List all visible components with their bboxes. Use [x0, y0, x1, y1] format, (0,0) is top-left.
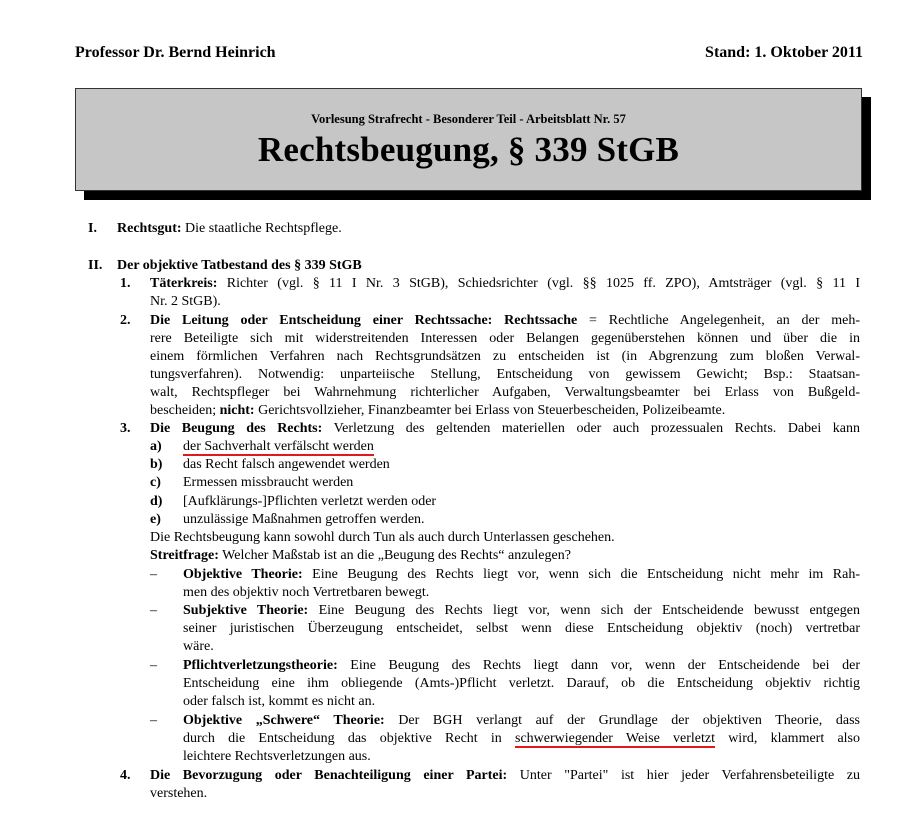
subitem-letter: a)	[150, 439, 162, 454]
item-1-line-1	[150, 275, 860, 293]
section-1-body: Die staatliche Rechtspflege.	[181, 221, 342, 236]
item-2-line-1	[150, 312, 860, 330]
subitem-letter: b)	[150, 457, 163, 472]
subitem-text: [Aufklärungs-]Pflichten verletzt werden oder	[183, 494, 437, 509]
dash-bullet: –	[150, 567, 157, 582]
section-2-number: II.	[88, 258, 103, 273]
theory-3-line-2: Entscheidung eine ihm obliegende (Amts-)Pflicht verletzt. Darauf, ob die Entscheidung objektiv richtig	[183, 676, 860, 691]
title-box	[75, 88, 862, 191]
item-3-number: 3.	[120, 421, 131, 436]
item-3-label: Die Beugung des Rechts:	[150, 421, 323, 436]
streitfrage	[150, 547, 571, 565]
item-1-label: Täterkreis:	[150, 276, 218, 291]
item-2-line-6-pre: bescheiden;	[150, 403, 220, 418]
item-2-line-1-text: = Rechtliche Angelegenheit, an der meh-	[577, 313, 860, 328]
document-date: Stand: 1. Oktober 2011	[705, 44, 863, 61]
dash-bullet: –	[150, 658, 157, 673]
subitem-letter: c)	[150, 475, 161, 490]
section-1-text	[117, 220, 342, 238]
item-4-line-2: verstehen.	[150, 786, 208, 801]
item-1-line-2: Nr. 2 StGB).	[150, 294, 221, 309]
subitem-a-underlined: der Sachverhalt verfälscht werden	[183, 439, 374, 454]
section-1-label: Rechtsgut:	[117, 221, 182, 236]
dash-bullet: –	[150, 603, 157, 618]
item-4-line-1	[150, 767, 860, 785]
theory-2-line-2: seiner juristischen Überzeugung entscheidet, selbst wenn diese Entscheidung objektiv (noch) vertretbar	[183, 621, 860, 636]
subitem-text: Ermessen missbraucht werden	[183, 475, 354, 490]
item-2-line-6	[150, 402, 725, 420]
item-3-line-1-text: Verletzung des geltenden materiellen oder auch prozessualen Rechts. Dabei kann	[322, 421, 860, 436]
theory-4-line-2	[183, 730, 860, 748]
author-name: Professor Dr. Bernd Heinrich	[75, 44, 276, 61]
theory-3-line-1	[183, 657, 860, 675]
subitem-text: unzulässige Maßnahmen getroffen werden.	[183, 512, 425, 527]
item-1-number: 1.	[120, 276, 131, 291]
item-2-line-3: einem förmlichen Verfahren nach Rechtsgrundsätzen zu entscheiden ist (in Abgrenzung zum bloßen Verwal-	[150, 349, 860, 364]
item-2-line-4: tungsverfahren). Notwendig: unparteiische Stellung, Entscheidung von gewissem Gewicht; Bsp.: Staatsan-	[150, 367, 860, 382]
theory-3-line-1-text: Eine Beugung des Rechts liegt dann vor, wenn der Entscheidende bei der	[337, 658, 860, 673]
theory-4-line-2-pre: durch die Entscheidung das objektive Recht in	[183, 731, 516, 746]
item-4-number: 4.	[120, 768, 131, 783]
streitfrage-text: Welcher Maßstab ist an die „Beugung des Rechts“ anzulegen?	[218, 548, 571, 563]
theory-2-line-3: wäre.	[183, 639, 214, 654]
dash-bullet: –	[150, 713, 157, 728]
subitem-letter: e)	[150, 512, 161, 527]
subitem-letter: d)	[150, 494, 163, 509]
theory-2-line-1-text: Eine Beugung des Rechts liegt vor, wenn sich der Entscheidende bewusst entgegen	[308, 603, 860, 618]
item-4-line-1-text: Unter "Partei" ist hier jeder Verfahrensbeteiligte zu	[507, 768, 860, 783]
theory-1-line-1	[183, 566, 860, 584]
item-2-number: 2.	[120, 313, 131, 328]
item-3-line-1	[150, 420, 860, 438]
theory-3-line-3: oder falsch ist, kommt es nicht an.	[183, 694, 376, 709]
item-1-line-1-text: Richter (vgl. § 11 I Nr. 3 StGB), Schiedsrichter (vgl. §§ 1025 ff. ZPO), Amtsträger (vgl. § 11 I	[217, 276, 860, 291]
theory-4-line-3: leichtere Rechtsverletzungen aus.	[183, 749, 371, 764]
theory-2-line-1	[183, 602, 860, 620]
item-2-nicht-label: nicht:	[219, 403, 255, 418]
item-2-line-2: rere Beteiligte sich mit widerstreitenden Interessen oder Belangen gegenüberstehen können und über die in	[150, 331, 860, 346]
theory-4-line-1	[183, 712, 860, 730]
subitem-text: das Recht falsch angewendet werden	[183, 457, 390, 472]
theory-3-label: Pflichtverletzungstheorie:	[183, 658, 338, 673]
item-2-label: Die Leitung oder Entscheidung einer Rechtssache: Rechtssache	[150, 313, 578, 328]
theory-4-line-2-post: wird, klammert also	[714, 731, 860, 746]
theory-1-line-1-text: Eine Beugung des Rechts liegt vor, wenn sich die Entscheidung nicht mehr im Rah-	[302, 567, 860, 582]
section-2-heading: Der objektive Tatbestand des § 339 StGB	[117, 258, 362, 273]
page-title: Rechtsbeugung, § 339 StGB	[257, 130, 680, 169]
theory-4-line-1-text: Der BGH verlangt auf der Grundlage der objektiven Theorie, dass	[384, 713, 861, 728]
theory-2-label: Subjektive Theorie:	[183, 603, 309, 618]
item-2-line-6-text: Gerichtsvollzieher, Finanzbeamter bei Erlass von Steuerbescheiden, Polizeibeamte.	[254, 403, 726, 418]
item-2-line-5: walt, Rechtspfleger bei Wahrnehmung richterlicher Aufgaben, Verwaltungsbeamter bei Erlass von Bußgeld-	[150, 385, 860, 400]
subitem-text	[183, 438, 374, 456]
theory-1-line-2: men des objektiv noch Vertretbaren bewegt.	[183, 585, 430, 600]
section-1-number: I.	[88, 221, 97, 236]
theory-4-label: Objektive „Schwere“ Theorie:	[183, 713, 385, 728]
item-4-label: Die Bevorzugung oder Benachteiligung einer Partei:	[150, 768, 508, 783]
theory-4-underlined: schwerwiegender Weise verletzt	[515, 731, 715, 746]
item-3-note: Die Rechtsbeugung kann sowohl durch Tun als auch durch Unterlassen geschehen.	[150, 530, 615, 545]
lecture-subtitle: Vorlesung Strafrecht - Besonderer Teil - Arbeitsblatt Nr. 57	[311, 112, 626, 126]
streitfrage-label: Streitfrage:	[150, 548, 219, 563]
theory-1-label: Objektive Theorie:	[183, 567, 303, 582]
